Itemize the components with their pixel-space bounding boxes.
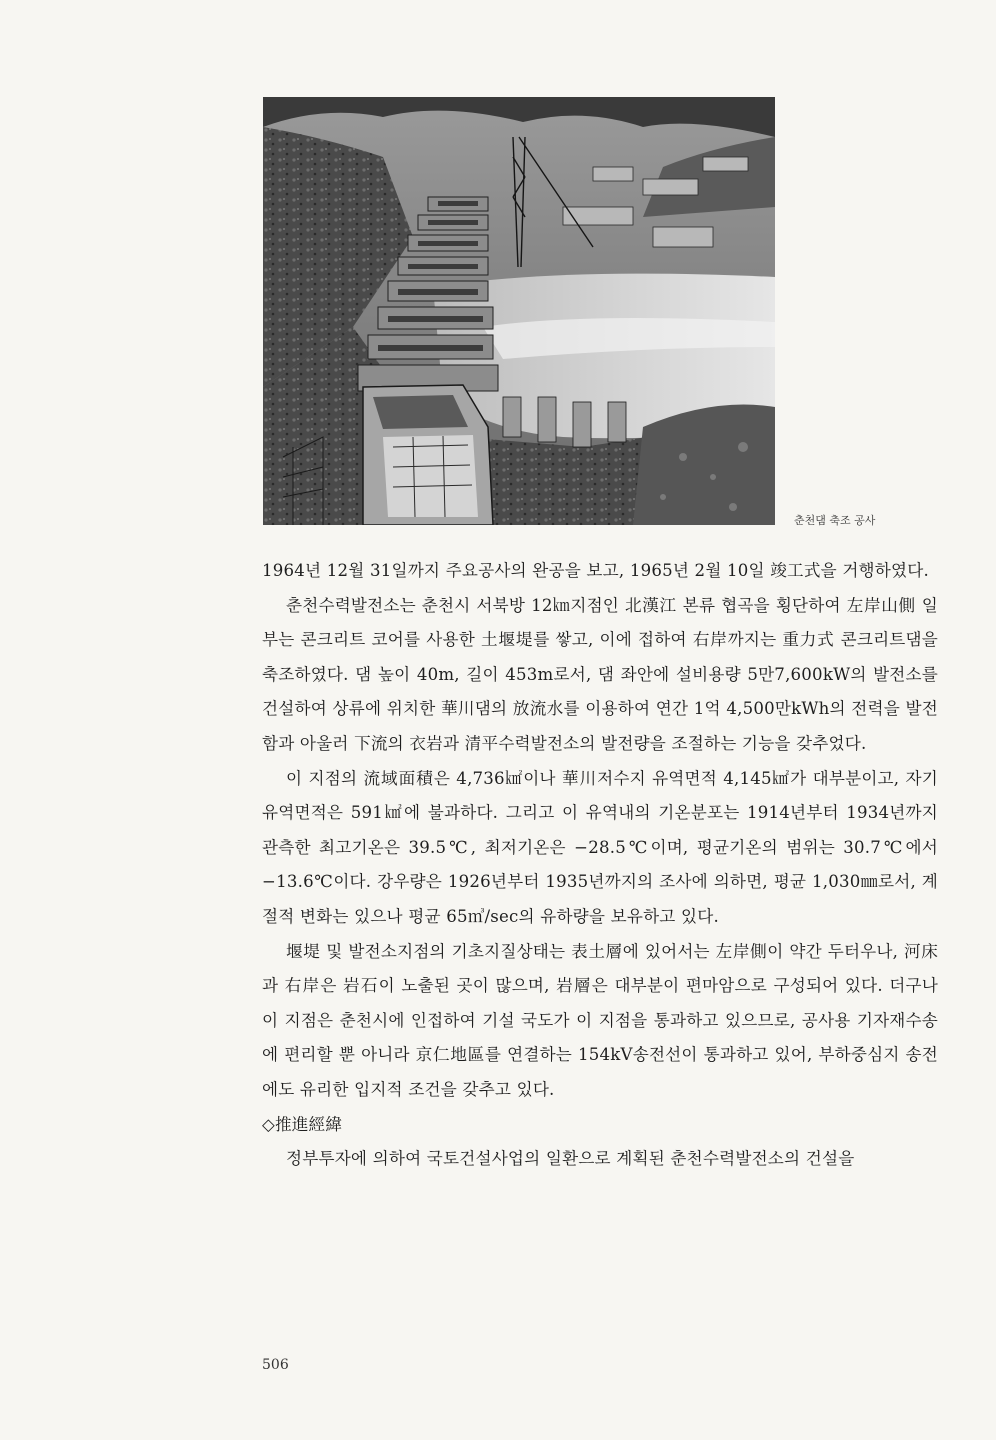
paragraph-background: 정부투자에 의하여 국토건설사업의 일환으로 계획된 춘천수력발전소의 건설을 (286, 1149, 855, 1169)
paragraph-completion: 1964년 12월 31일까지 주요공사의 완공을 보고, 1965년 2월 10일 竣工式을 거행하였다. (262, 561, 929, 580)
page-number: 506 (262, 1357, 289, 1373)
photo-caption: 춘천댐 축조 공사 (794, 514, 876, 527)
dam-construction-photo (263, 97, 775, 525)
paragraph-geology: 堰堤 및 발전소지점의 기초지질상태는 表土層에 있어서는 左岸側이 약간 두터우나, 河床과 右岸은 岩石이 노출된 곳이 많으며, 岩層은 대부분이 편마암으로 구성되어 있다. 더구나 이 지점은 춘천시에 인접하여 기설 국도가 이 지점을 통과하고 있으므로, 공사용 기자재수송에 편리할 뿐 아니라 京仁地區를 연결하는 154kV송전선이 통과하고 있어, 부하중심지 송전에도 유리한 입지적 조건을 갖추고 있다. (262, 941, 938, 1099)
article-body (262, 554, 938, 1177)
paragraph-overview: 춘천수력발전소는 춘천시 서북방 12㎞지점인 北漢江 본류 협곡을 횡단하여 左岸山側 일부는 콘크리트 코어를 사용한 土堰堤를 쌓고, 이에 접하여 右岸까지는 重力式 콘크리트댐을 축조하였다. 댐 높이 40m, 길이 453m로서, 댐 좌안에 설비용량 5만7,600kW의 발전소를 건설하여 상류에 위치한 華川댐의 放流水를 이용하여 연간 1억 4,500만kWh의 전력을 발전함과 아울러 下流의 衣岩과 清平수력발전소의 발전량을 조절하는 기능을 갖추었다. (262, 595, 938, 753)
paragraph-basin-climate: 이 지점의 流域面積은 4,736㎢이나 華川저수지 유역면적 4,145㎢가 대부분이고, 자기 유역면적은 591㎢에 불과하다. 그리고 이 유역내의 기온분포는 1914년부터 1934년까지 관측한 최고기온은 39.5℃, 최저기온은 −28.5℃이며, 평균기온의 범위는 30.7℃에서 −13.6℃이다. 강우량은 1926년부터 1935년까지의 조사에 의하면, 평균 1,030㎜로서, 계절적 변화는 있으나 평균 65㎥/sec의 유하량을 보유하고 있다. (262, 768, 938, 926)
section-heading: ◇推進經緯 (262, 1114, 343, 1134)
